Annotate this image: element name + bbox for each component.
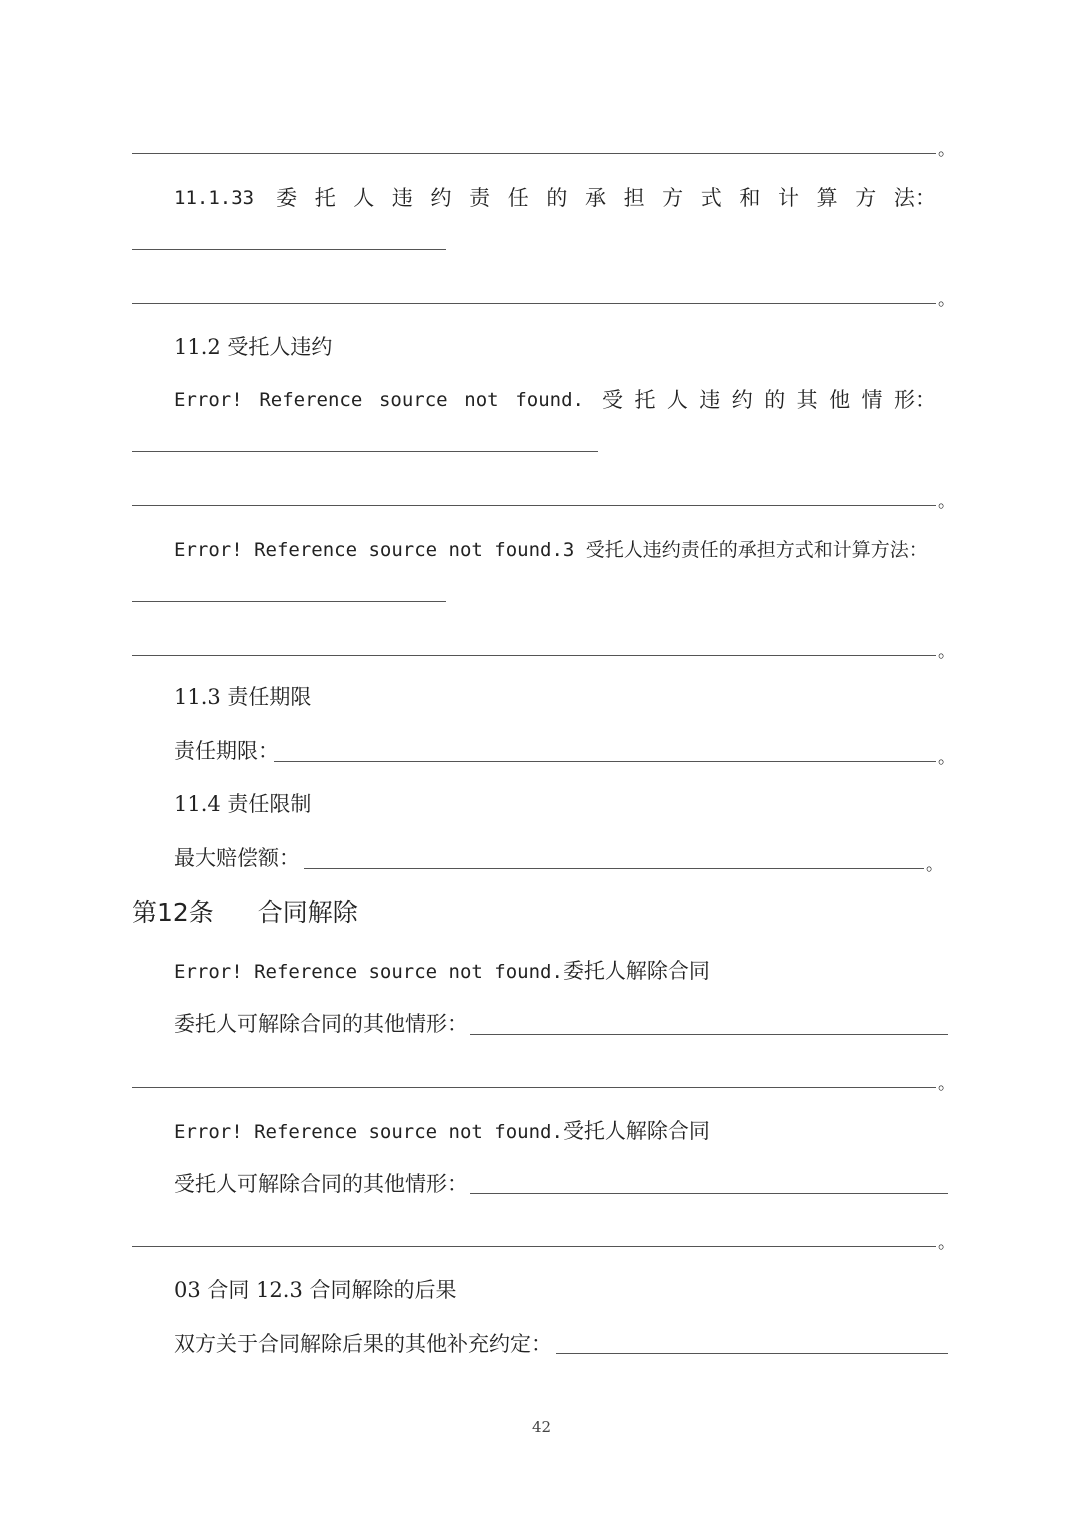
clause-colon: ： xyxy=(915,388,936,412)
client-termination-text: Error! Reference source not found.委托人解除合同 xyxy=(174,959,710,983)
consequence-supplement-field[interactable] xyxy=(556,1353,948,1354)
article-number: 第12条 xyxy=(132,898,214,927)
period-mark: 。 xyxy=(938,1074,955,1094)
period-mark: 。 xyxy=(938,1233,955,1253)
section-11-2-title: 11.2 受托人违约 xyxy=(174,335,333,359)
fill-line xyxy=(132,249,446,250)
period-mark: 。 xyxy=(938,642,955,662)
clause-number: 11.1.33 xyxy=(174,187,255,209)
max-compensation-label: 最大赔偿额： xyxy=(174,846,300,870)
clause-11-2-liability xyxy=(174,536,928,563)
clause-11-2-other xyxy=(174,387,936,413)
section-11-3-title: 11.3 责任期限 xyxy=(174,685,312,709)
fill-line xyxy=(132,303,936,304)
consequence-supplement-label: 双方关于合同解除后果的其他补充约定： xyxy=(174,1332,552,1356)
period-mark: 。 xyxy=(926,855,943,875)
max-compensation-field[interactable] xyxy=(304,868,924,869)
fill-line xyxy=(132,505,936,506)
article-title: 合同解除 xyxy=(257,898,358,927)
article-12-heading xyxy=(132,898,358,928)
page-number: 42 xyxy=(532,1418,552,1436)
clause-text: 委 托 人 违 约 责 任 的 承 担 方 式 和 计 算 方 法 xyxy=(276,186,915,210)
fill-line xyxy=(132,1087,936,1088)
fill-line xyxy=(132,601,446,602)
liability-period-field[interactable] xyxy=(274,761,936,762)
period-mark: 。 xyxy=(938,140,955,160)
trustee-other-label: 受托人可解除合同的其他情形： xyxy=(174,1172,468,1196)
clause-colon: ： xyxy=(915,186,936,210)
client-other-label: 委托人可解除合同的其他情形： xyxy=(174,1012,468,1036)
liability-period-label: 责任期限： xyxy=(174,739,279,763)
fill-line xyxy=(132,1246,936,1247)
period-mark: 。 xyxy=(938,290,955,310)
period-mark: 。 xyxy=(938,748,955,768)
clause-text: 受 托 人 违 约 的 其 他 情 形 xyxy=(602,388,915,412)
period-mark: 。 xyxy=(938,492,955,512)
trustee-termination-text: Error! Reference source not found.受托人解除合同 xyxy=(174,1119,710,1143)
fill-line xyxy=(132,655,936,656)
client-termination-heading xyxy=(174,958,710,985)
trustee-other-field[interactable] xyxy=(470,1193,948,1194)
liability-text: Error! Reference source not found.3 受托人违约责任的承担方式和计算方法： xyxy=(174,539,928,561)
client-other-field[interactable] xyxy=(470,1034,948,1035)
trustee-termination-heading xyxy=(174,1118,710,1145)
clause-11-1-33 xyxy=(174,185,936,211)
reference-error: Error! Reference source not found. xyxy=(174,389,584,411)
termination-consequence-title: 03 合同 12.3 合同解除的后果 xyxy=(174,1278,457,1302)
section-11-4-title: 11.4 责任限制 xyxy=(174,792,312,816)
fill-line xyxy=(132,451,598,452)
fill-line xyxy=(132,153,936,154)
